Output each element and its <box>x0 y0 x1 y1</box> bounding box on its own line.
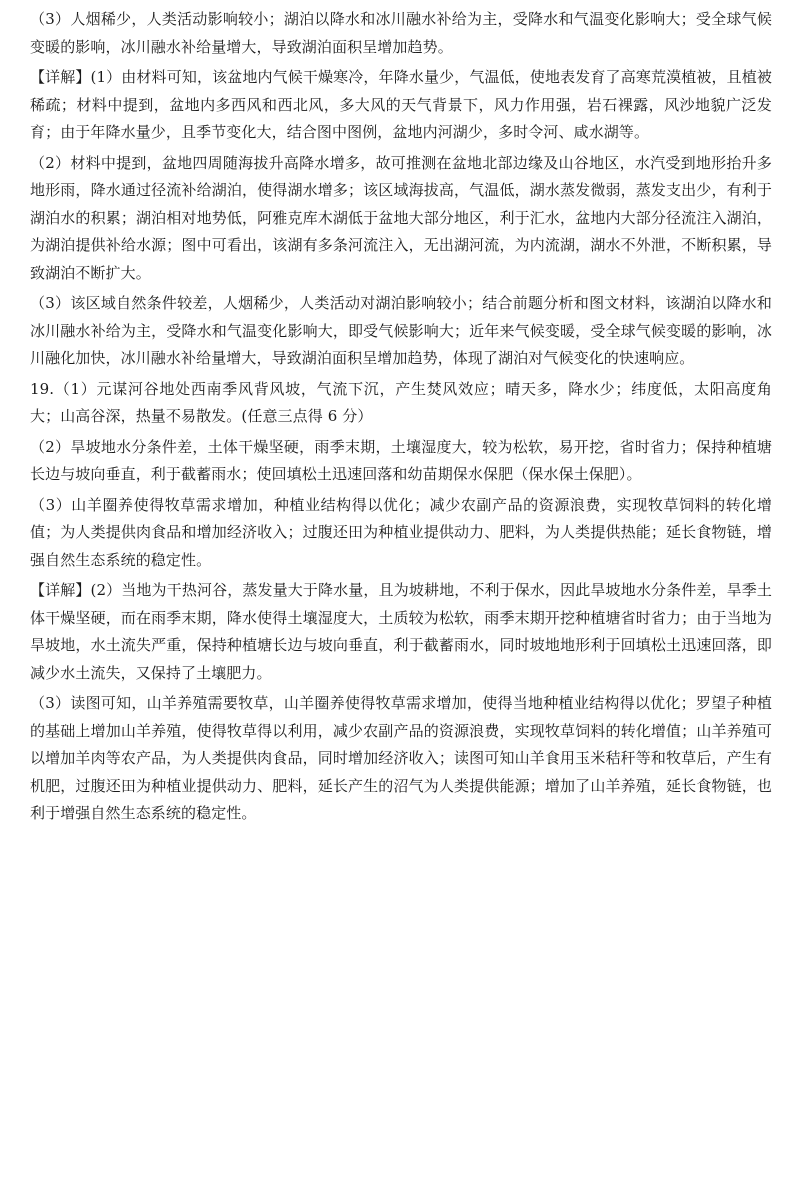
explanation-19-3: （3）读图可知，山羊养殖需要牧草，山羊圈养使得牧草需求增加，使得当地种植业结构得以优化；罗望子种植的基础上增加山羊养殖，使得牧草得以利用，减少农副产品的资源浪费，实现牧草饲料的转化增值；山羊养殖可以增加羊肉等农产品，为人类提供肉食品，同时增加经济收入；读图可知山羊食用玉米秸秆等和牧草后，产生有机肥，过腹还田为种植业提供动力、肥料，延长产生的沼气为人类提供能源；增加了山羊养殖，延长食物链，也利于增强自然生态系统的稳定性。 <box>30 694 772 822</box>
answer-content <box>30 6 772 831</box>
explanation-19-2: 【详解】(2）当地为干热河谷，蒸发量大于降水量，且为坡耕地，不利于保水，因此旱坡地水分条件差，旱季土体干燥坚硬，而在雨季末期，降水使得土壤湿度大，土质较为松软，雨季末期开挖种植塘省时省力；由于当地为旱坡地，水土流失严重，保持种植塘长边与坡向垂直，利于截蓄雨水，同时坡地地形利于回填松土迅速回落，即减少水土流失，又保持了土壤肥力。 <box>30 581 772 682</box>
answer-19-3: （3）山羊圈养使得牧草需求增加，种植业结构得以优化；减少农副产品的资源浪费，实现牧草饲料的转化增值；为人类提供肉食品和增加经济收入；过腹还田为种植业提供动力、肥料，为人类提供热能；延长食物链，增强自然生态系统的稳定性。 <box>30 495 772 569</box>
answer-18-3: （3）人烟稀少，人类活动影响较小；湖泊以降水和冰川融水补给为主，受降水和气温变化影响大；受全球气候变暖的影响，冰川融水补给量增大，导致湖泊面积呈增加趋势。 <box>30 10 772 56</box>
explanation-18-1: 【详解】(1）由材料可知，该盆地内气候干燥寒冷，年降水量少，气温低，使地表发育了高寒荒漠植被，且植被稀疏；材料中提到，盆地内多西风和西北风，多大风的天气背景下，风力作用强，岩石裸露，风沙地貌广泛发育；由于年降水量少，且季节变化大，结合图中图例，盆地内河湖少，多时令河、咸水湖等。 <box>30 68 772 141</box>
explanation-18-3: （3）该区域自然条件较差，人烟稀少，人类活动对湖泊影响较小；结合前题分析和图文材料，该湖泊以降水和冰川融水补给为主，受降水和气温变化影响大，即受气候影响大；近年来气候变暖，受全球气候变暖的影响，冰川融化加快，冰川融水补给量增大，导致湖泊面积呈增加趋势，体现了湖泊对气候变化的快速响应。 <box>30 294 772 367</box>
answer-19-2: （2）旱坡地水分条件差，土体干燥坚硬，雨季末期，土壤湿度大，较为松软，易开挖，省时省力；保持种植塘长边与坡向垂直，利于截蓄雨水；使回填松土迅速回落和幼苗期保水保肥（保水保土保肥）。 <box>30 437 772 483</box>
explanation-18-2: （2）材料中提到，盆地四周随海拔升高降水增多，故可推测在盆地北部边缘及山谷地区，水汽受到地形抬升多地形雨，降水通过径流补给湖泊，使得湖水增多；该区域海拔高，气温低，湖水蒸发微弱，蒸发支出少，有利于湖泊水的积累；湖泊相对地势低，阿雅克库木湖低于盆地大部分地区，利于汇水，盆地内大部分径流注入湖泊，为湖泊提供补给水源；图中可看出，该湖有多条河流注入，无出湖河流，为内流湖，湖水不外泄，不断积累，导致湖泊不断扩大。 <box>30 153 772 282</box>
answer-19-1: 19.（1）元谋河谷地处西南季风背风坡，气流下沉，产生焚风效应；晴天多，降水少；纬度低，太阳高度角大；山高谷深，热量不易散发。(任意三点得 6 分） <box>30 379 772 425</box>
